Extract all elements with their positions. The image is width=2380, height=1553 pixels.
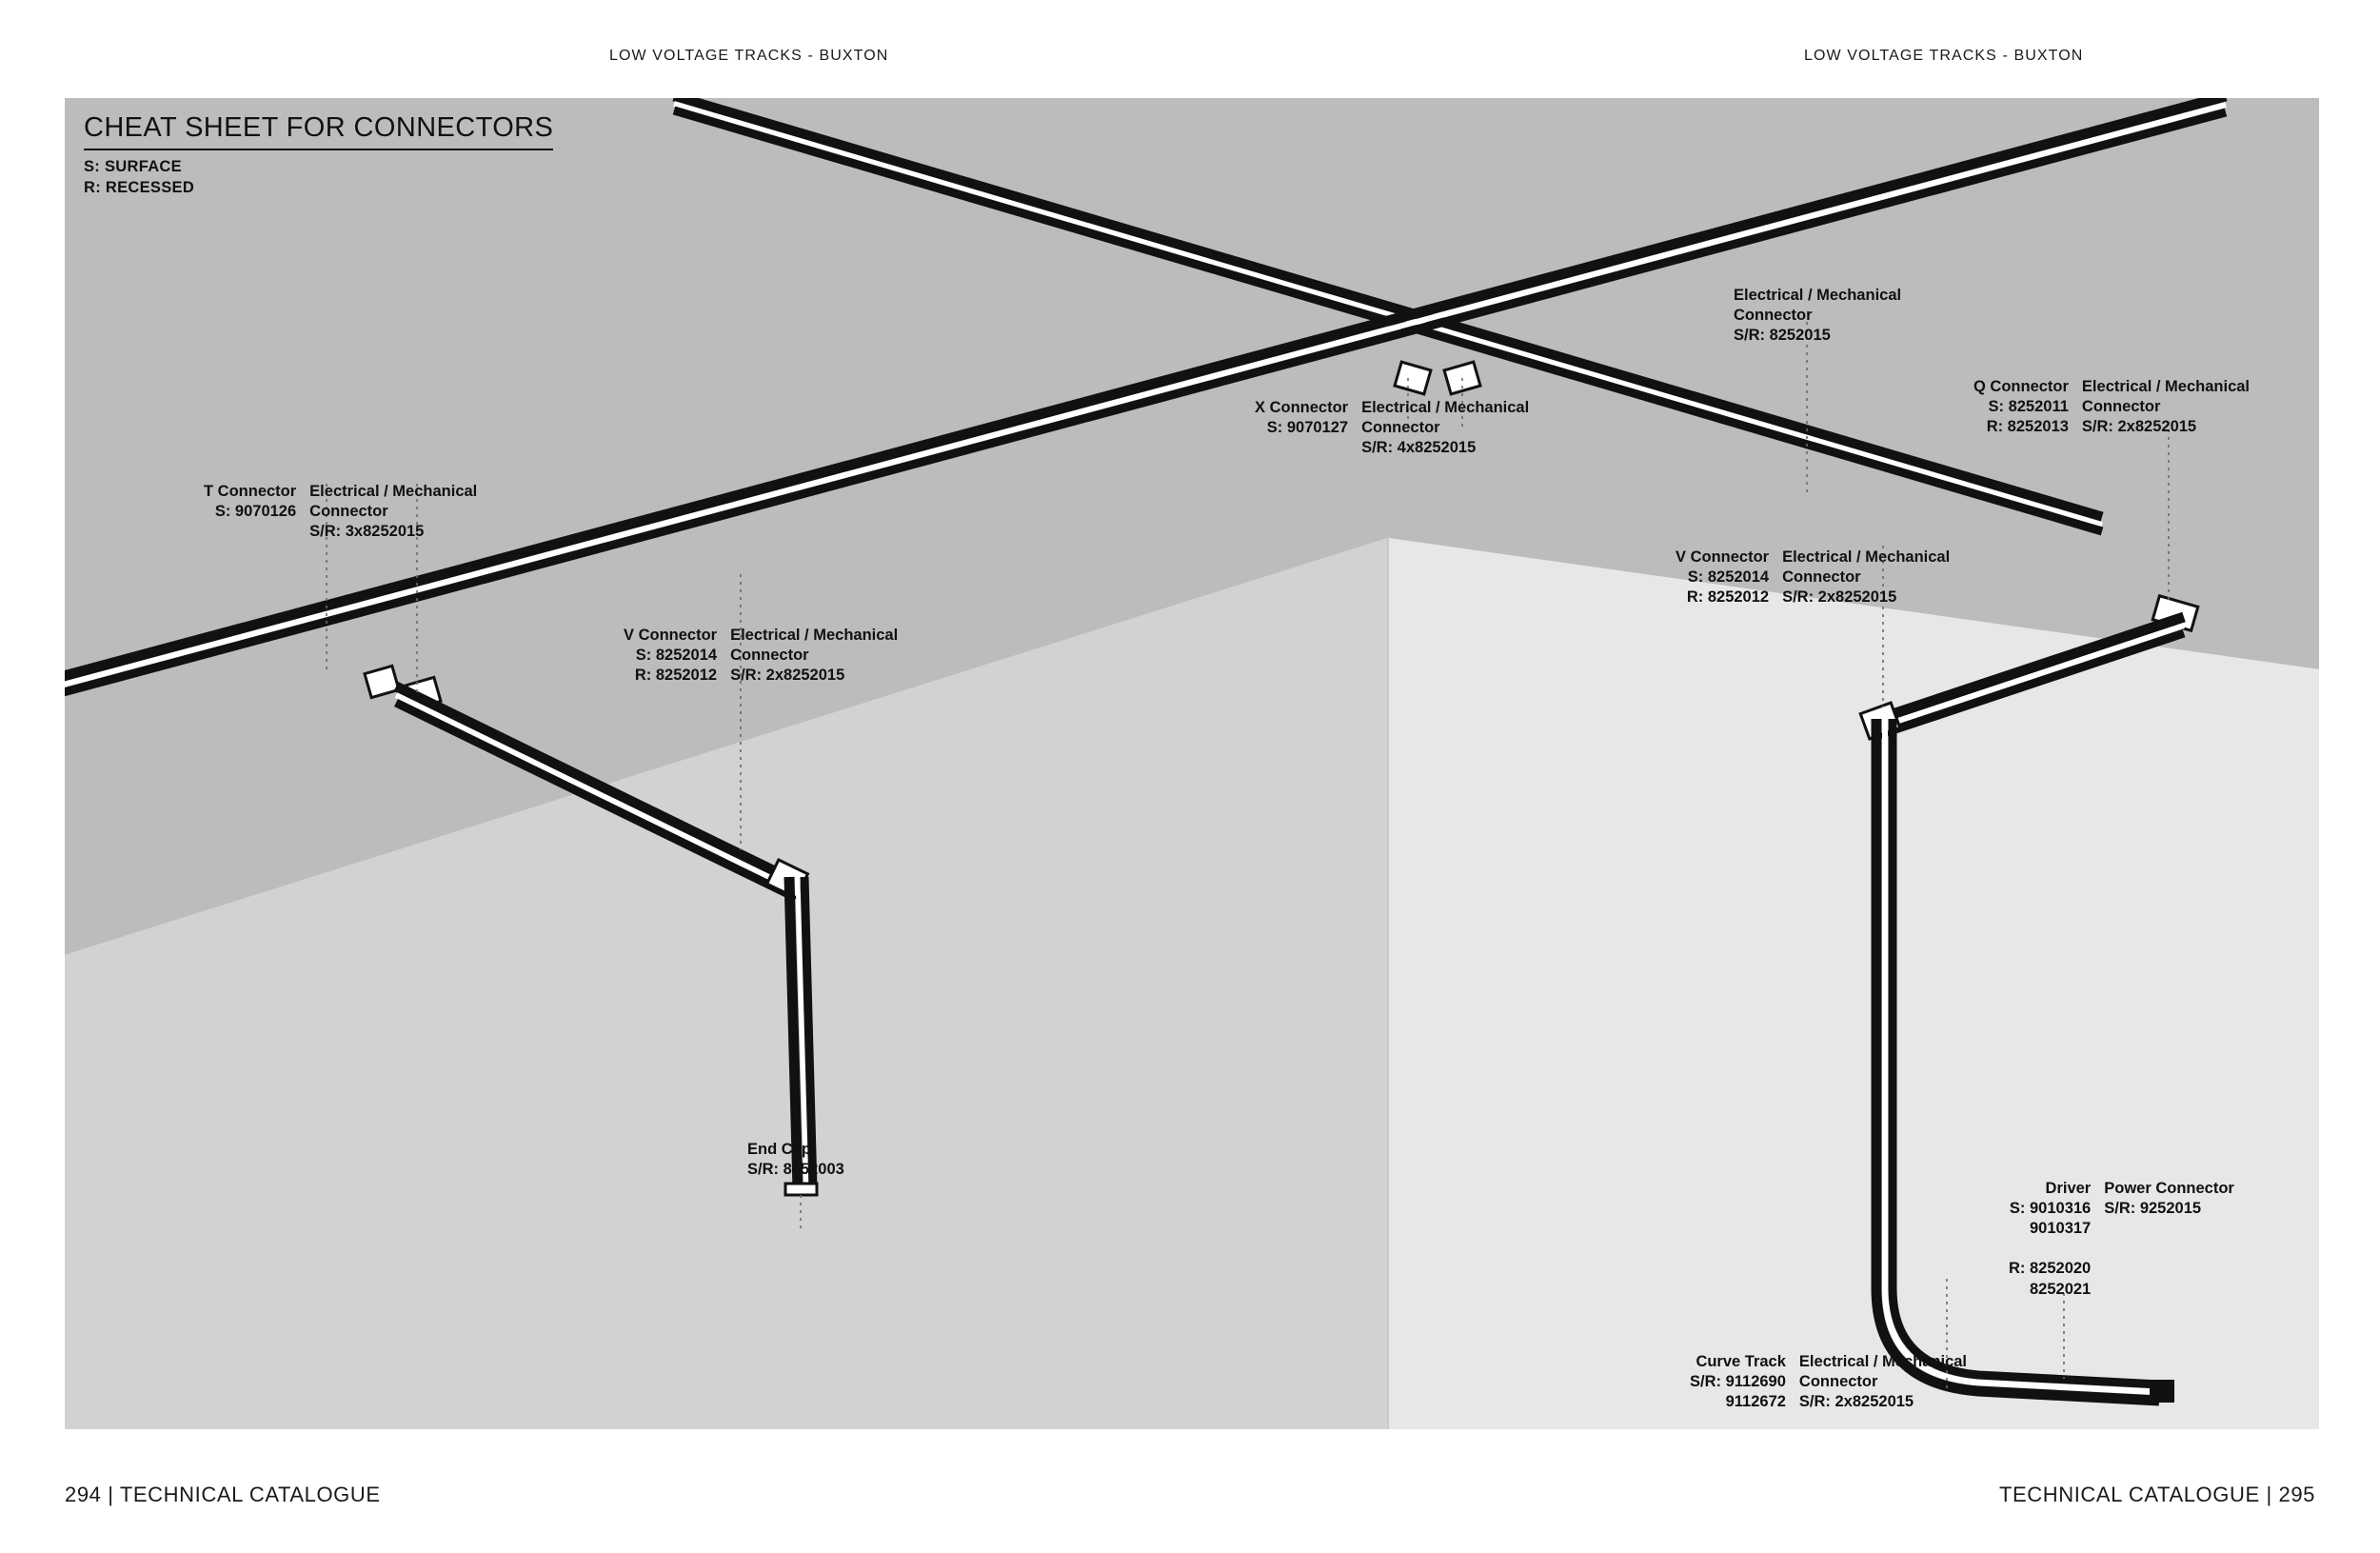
callout-power-connector <box>2104 1179 2234 1219</box>
driver-code-s1: S: 9010316 <box>2009 1200 2092 1218</box>
driver-code-r1: R: 8252020 <box>2009 1260 2092 1278</box>
power-connector-code: S/R: 9252015 <box>2104 1200 2202 1218</box>
v-left-em-line1: Electrical / Mechanical <box>730 627 899 644</box>
power-connector-name: Power Connector <box>2104 1180 2234 1197</box>
v-left-em-line3: S/R: 2x8252015 <box>730 667 845 685</box>
v-left-em-line2: Connector <box>730 647 809 665</box>
callout-em-top-col <box>1734 286 1901 346</box>
callout-v-left-em <box>730 626 898 686</box>
callout-q-connector-left <box>1973 377 2069 437</box>
callout-t-connector <box>204 482 477 542</box>
callout-x-connector-em <box>1361 398 1529 458</box>
x-em-line1: Electrical / Mechanical <box>1361 399 1530 416</box>
curve-em-line3: S/R: 2x8252015 <box>1798 1393 1914 1411</box>
callout-x-connector-left <box>1255 398 1348 438</box>
v-right-code-s: S: 8252014 <box>1687 568 1770 587</box>
callout-q-connector <box>1973 377 2250 437</box>
callout-curve-track-em <box>1799 1352 1967 1412</box>
callout-v-connector-left <box>624 626 898 686</box>
q-em-line3: S/R: 2x8252015 <box>2081 418 2197 436</box>
callout-em-top <box>1734 286 1901 346</box>
isometric-track-diagram <box>65 98 2319 1429</box>
legend-recessed: R: RECESSED <box>84 179 195 196</box>
cheat-sheet-block <box>84 112 553 197</box>
callout-v-right-em <box>1782 548 1950 607</box>
t-connector-name: T Connector <box>204 483 297 500</box>
callout-t-connector-left <box>204 482 296 522</box>
callout-v-connector-right <box>1676 548 1950 607</box>
v-left-code-s: S: 8252014 <box>635 647 718 665</box>
t-em-line1: Electrical / Mechanical <box>309 483 478 500</box>
folio-right: TECHNICAL CATALOGUE | 295 <box>1998 1483 2315 1506</box>
callout-end-cap <box>747 1140 844 1180</box>
driver-code-s2: 9010317 <box>2029 1220 2092 1238</box>
v-right-name: V Connector <box>1676 548 1770 566</box>
callout-curve-track-left <box>1690 1352 1786 1412</box>
callout-v-left-left <box>624 626 717 686</box>
v-right-em-line3: S/R: 2x8252015 <box>1782 588 1897 607</box>
curve-em-line1: Electrical / Mechanical <box>1798 1353 1968 1370</box>
t-connector-code: S: 9070126 <box>214 503 297 521</box>
v-left-name: V Connector <box>624 627 718 644</box>
q-connector-name: Q Connector <box>1973 378 2069 395</box>
running-head-right: LOW VOLTAGE TRACKS - BUXTON <box>1804 48 2084 64</box>
t-em-line2: Connector <box>309 503 388 521</box>
x-em-line2: Connector <box>1361 419 1440 437</box>
x-em-line3: S/R: 4x8252015 <box>1361 439 1477 457</box>
q-em-line1: Electrical / Mechanical <box>2081 378 2251 395</box>
v-left-code-r: R: 8252012 <box>634 667 718 685</box>
room-surfaces <box>65 98 2319 1429</box>
end-cap-code: S/R: 8252003 <box>747 1161 844 1179</box>
callout-x-connector <box>1255 398 1529 458</box>
v-right-em-line2: Connector <box>1782 568 1861 587</box>
driver-code-r2: 8252021 <box>2029 1280 2092 1298</box>
running-head-left: LOW VOLTAGE TRACKS - BUXTON <box>609 48 889 64</box>
q-connector-code-r: R: 8252013 <box>1986 418 2069 436</box>
callout-t-connector-em <box>309 482 477 542</box>
callout-driver <box>2009 1179 2234 1300</box>
end-cap-name: End Cap <box>747 1141 811 1158</box>
driver-name: Driver <box>2045 1180 2092 1197</box>
curve-track-code1: S/R: 9112690 <box>1690 1373 1786 1391</box>
cheat-sheet-title: CHEAT SHEET FOR CONNECTORS <box>84 112 553 150</box>
callout-q-connector-em <box>2082 377 2250 437</box>
v-right-code-r: R: 8252012 <box>1686 588 1770 607</box>
em-top-line1: Electrical / Mechanical <box>1734 287 1902 304</box>
legend-surface: S: SURFACE <box>84 158 182 175</box>
q-em-line2: Connector <box>2081 398 2161 416</box>
v-right-em-line1: Electrical / Mechanical <box>1782 548 1951 566</box>
x-connector-name: X Connector <box>1255 399 1349 416</box>
curve-em-line2: Connector <box>1798 1373 1878 1391</box>
folio-left: 294 | TECHNICAL CATALOGUE <box>65 1483 381 1506</box>
em-top-line3: S/R: 8252015 <box>1734 327 1831 345</box>
callout-end-cap-col <box>747 1140 844 1180</box>
x-connector-code: S: 9070127 <box>1266 419 1349 437</box>
em-top-line2: Connector <box>1734 307 1813 325</box>
callout-v-right-left <box>1676 548 1769 607</box>
callout-driver-left <box>2009 1179 2091 1300</box>
callout-curve-track <box>1690 1352 1967 1412</box>
curve-track-code2: 9112672 <box>1725 1393 1786 1411</box>
t-em-line3: S/R: 3x8252015 <box>309 523 425 541</box>
q-connector-code-s: S: 8252011 <box>1988 398 2069 416</box>
curve-track-name: Curve Track <box>1696 1353 1786 1370</box>
